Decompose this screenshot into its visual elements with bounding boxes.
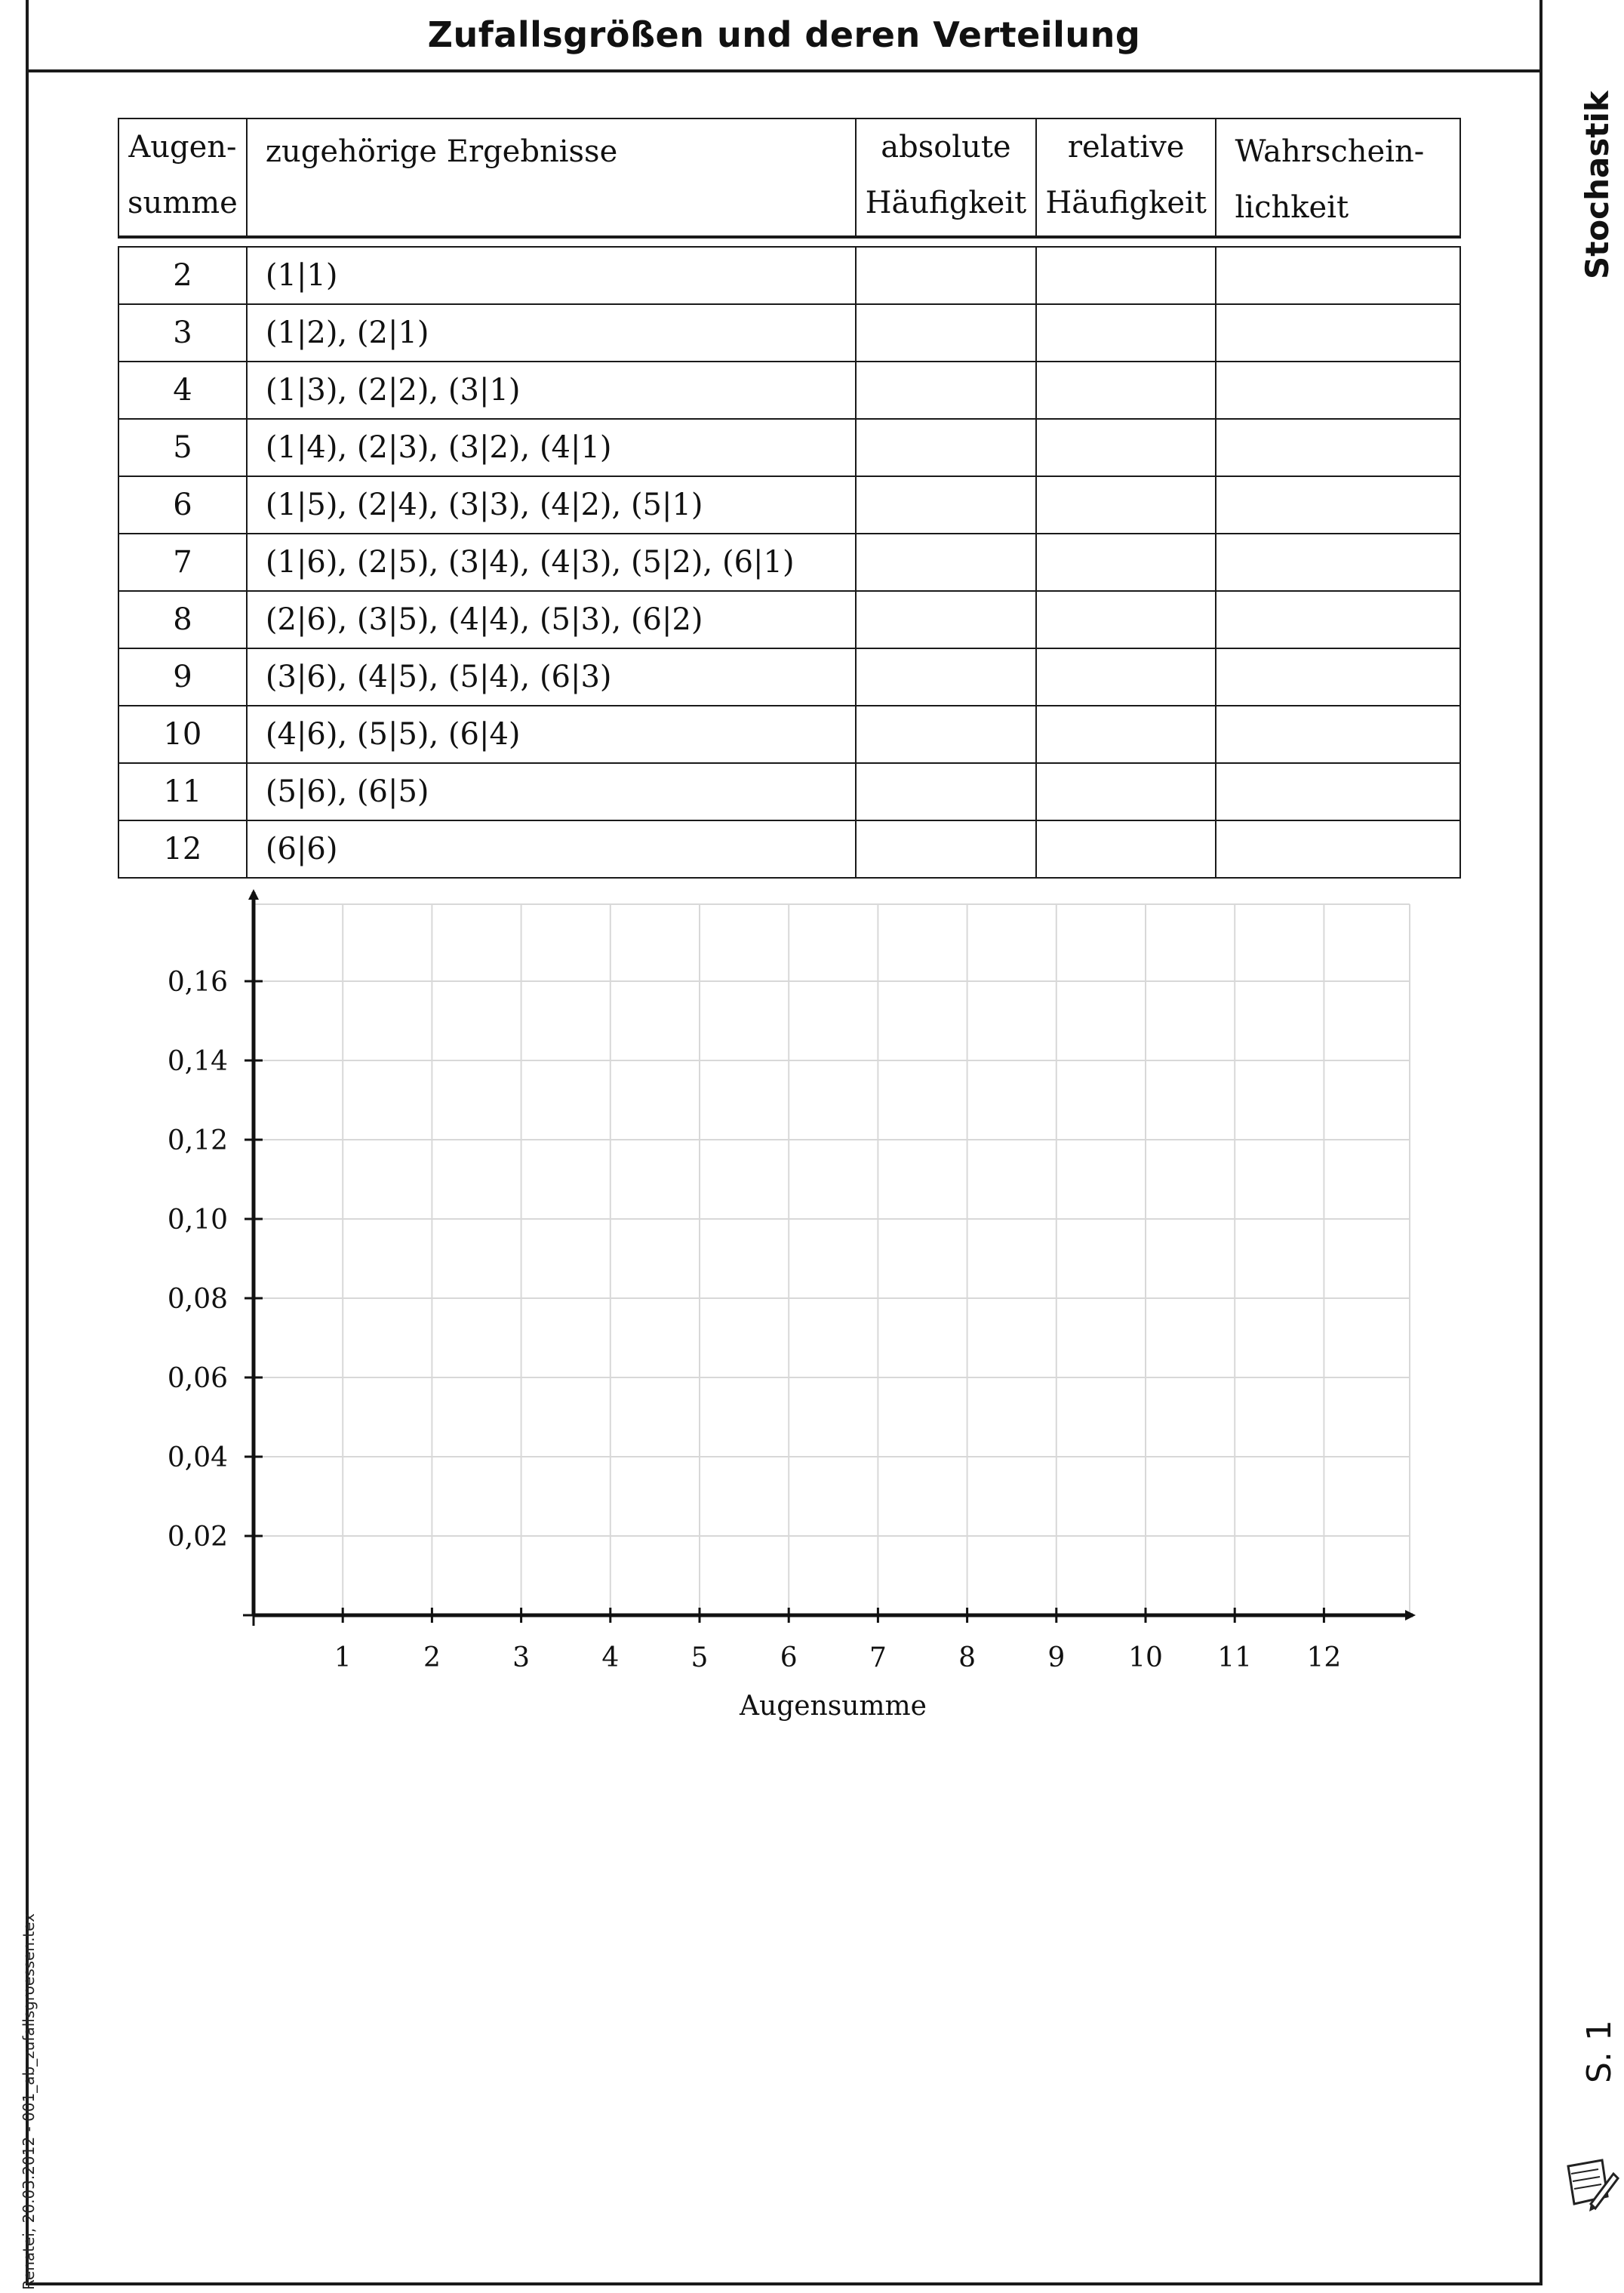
- probability-cell[interactable]: [1216, 648, 1460, 706]
- probability-cell[interactable]: [1216, 706, 1460, 763]
- sum-cell: 6: [118, 476, 247, 534]
- relative-frequency-cell[interactable]: [1036, 247, 1216, 304]
- y-tick-label: 0,06: [167, 1363, 228, 1394]
- x-tick-label: 5: [691, 1642, 709, 1673]
- sum-cell: 12: [118, 820, 247, 878]
- pencil-paper-icon: [1561, 2151, 1621, 2219]
- absolute-frequency-cell[interactable]: [856, 304, 1036, 362]
- outcomes-cell: (6|6): [247, 820, 856, 878]
- page-title: Zufallsgrößen und deren Verteilung: [427, 14, 1141, 55]
- absolute-frequency-cell[interactable]: [856, 362, 1036, 419]
- x-axis-title: Augensumme: [740, 1691, 927, 1722]
- x-tick-label: 7: [869, 1642, 887, 1673]
- relative-frequency-cell[interactable]: [1036, 304, 1216, 362]
- probability-cell[interactable]: [1216, 247, 1460, 304]
- title-bar: [29, 0, 1539, 72]
- relative-frequency-cell[interactable]: [1036, 591, 1216, 648]
- chart-grid: [254, 904, 1410, 1615]
- absolute-frequency-cell[interactable]: [856, 476, 1036, 534]
- x-tick-label: 1: [334, 1642, 352, 1673]
- table-row: [118, 476, 1460, 534]
- table-row: [118, 706, 1460, 763]
- table-row: [118, 820, 1460, 878]
- absolute-frequency-cell[interactable]: [856, 648, 1036, 706]
- relative-frequency-cell[interactable]: [1036, 820, 1216, 878]
- outcomes-cell: (3|6), (4|5), (5|4), (6|3): [247, 648, 856, 706]
- relative-frequency-cell[interactable]: [1036, 763, 1216, 820]
- absolute-frequency-cell[interactable]: [856, 534, 1036, 591]
- table-row: [118, 419, 1460, 476]
- sum-cell: 2: [118, 247, 247, 304]
- sum-cell: 9: [118, 648, 247, 706]
- probability-cell[interactable]: [1216, 763, 1460, 820]
- table-row: [118, 763, 1460, 820]
- table-row: [118, 247, 1460, 304]
- outcomes-cell: (1|1): [247, 247, 856, 304]
- y-tick-label: 0,10: [167, 1205, 228, 1236]
- table-row: [118, 591, 1460, 648]
- absolute-frequency-cell[interactable]: [856, 820, 1036, 878]
- distribution-chart: [0, 883, 1509, 1736]
- relative-frequency-cell[interactable]: [1036, 534, 1216, 591]
- file-note: Renatei, 20.03.2012 - 001_ab_zufallsgroessen.tex: [20, 1913, 38, 2290]
- relative-frequency-cell[interactable]: [1036, 706, 1216, 763]
- chart-axes: [243, 892, 1413, 1626]
- outcomes-cell: (5|6), (6|5): [247, 763, 856, 820]
- x-tick-label: 9: [1047, 1642, 1066, 1673]
- header-sum: Augen- summe: [118, 118, 247, 237]
- relative-frequency-cell[interactable]: [1036, 648, 1216, 706]
- table-row: [118, 648, 1460, 706]
- outcomes-cell: (1|5), (2|4), (3|3), (4|2), (5|1): [247, 476, 856, 534]
- outcome-table: [118, 118, 1461, 879]
- outcomes-cell: (1|4), (2|3), (3|2), (4|1): [247, 419, 856, 476]
- y-tick-label: 0,14: [167, 1046, 228, 1077]
- probability-cell[interactable]: [1216, 534, 1460, 591]
- sum-cell: 10: [118, 706, 247, 763]
- header-outcomes: zugehörige Ergebnisse: [247, 118, 856, 237]
- header-probability: Wahrschein- lichkeit: [1216, 118, 1460, 237]
- sum-cell: 3: [118, 304, 247, 362]
- outcomes-cell: (1|2), (2|1): [247, 304, 856, 362]
- header-relative: relative Häufigkeit: [1036, 118, 1216, 237]
- outcomes-cell: (2|6), (3|5), (4|4), (5|3), (6|2): [247, 591, 856, 648]
- page-number: S. 1: [1580, 2020, 1619, 2083]
- y-tick-label: 0,12: [167, 1125, 228, 1156]
- y-tick-label: 0,16: [167, 967, 228, 998]
- x-tick-label: 11: [1217, 1642, 1253, 1673]
- x-tick-label: 10: [1128, 1642, 1163, 1673]
- x-tick-label: 2: [423, 1642, 441, 1673]
- probability-cell[interactable]: [1216, 362, 1460, 419]
- outcomes-cell: (1|6), (2|5), (3|4), (4|3), (5|2), (6|1): [247, 534, 856, 591]
- absolute-frequency-cell[interactable]: [856, 706, 1036, 763]
- sum-cell: 11: [118, 763, 247, 820]
- table-header-row: [118, 118, 1460, 237]
- probability-cell[interactable]: [1216, 476, 1460, 534]
- absolute-frequency-cell[interactable]: [856, 247, 1036, 304]
- x-tick-label: 3: [512, 1642, 531, 1673]
- header-absolute: absolute Häufigkeit: [856, 118, 1036, 237]
- relative-frequency-cell[interactable]: [1036, 362, 1216, 419]
- x-tick-label: 6: [780, 1642, 798, 1673]
- y-tick-label: 0,02: [167, 1522, 228, 1553]
- y-tick-label: 0,08: [167, 1284, 228, 1315]
- sum-cell: 7: [118, 534, 247, 591]
- probability-cell[interactable]: [1216, 591, 1460, 648]
- absolute-frequency-cell[interactable]: [856, 763, 1036, 820]
- outcomes-cell: (1|3), (2|2), (3|1): [247, 362, 856, 419]
- sum-cell: 4: [118, 362, 247, 419]
- table-row: [118, 304, 1460, 362]
- table-row: [118, 362, 1460, 419]
- relative-frequency-cell[interactable]: [1036, 419, 1216, 476]
- outcomes-cell: (4|6), (5|5), (6|4): [247, 706, 856, 763]
- probability-cell[interactable]: [1216, 820, 1460, 878]
- sum-cell: 8: [118, 591, 247, 648]
- absolute-frequency-cell[interactable]: [856, 591, 1036, 648]
- probability-cell[interactable]: [1216, 419, 1460, 476]
- relative-frequency-cell[interactable]: [1036, 476, 1216, 534]
- y-tick-label: 0,04: [167, 1442, 228, 1473]
- probability-cell[interactable]: [1216, 304, 1460, 362]
- absolute-frequency-cell[interactable]: [856, 419, 1036, 476]
- x-tick-label: 4: [601, 1642, 620, 1673]
- subject-label: Stochastik: [1579, 91, 1616, 279]
- sum-cell: 5: [118, 419, 247, 476]
- table-row: [118, 534, 1460, 591]
- x-tick-label: 12: [1306, 1642, 1342, 1673]
- x-tick-label: 8: [958, 1642, 977, 1673]
